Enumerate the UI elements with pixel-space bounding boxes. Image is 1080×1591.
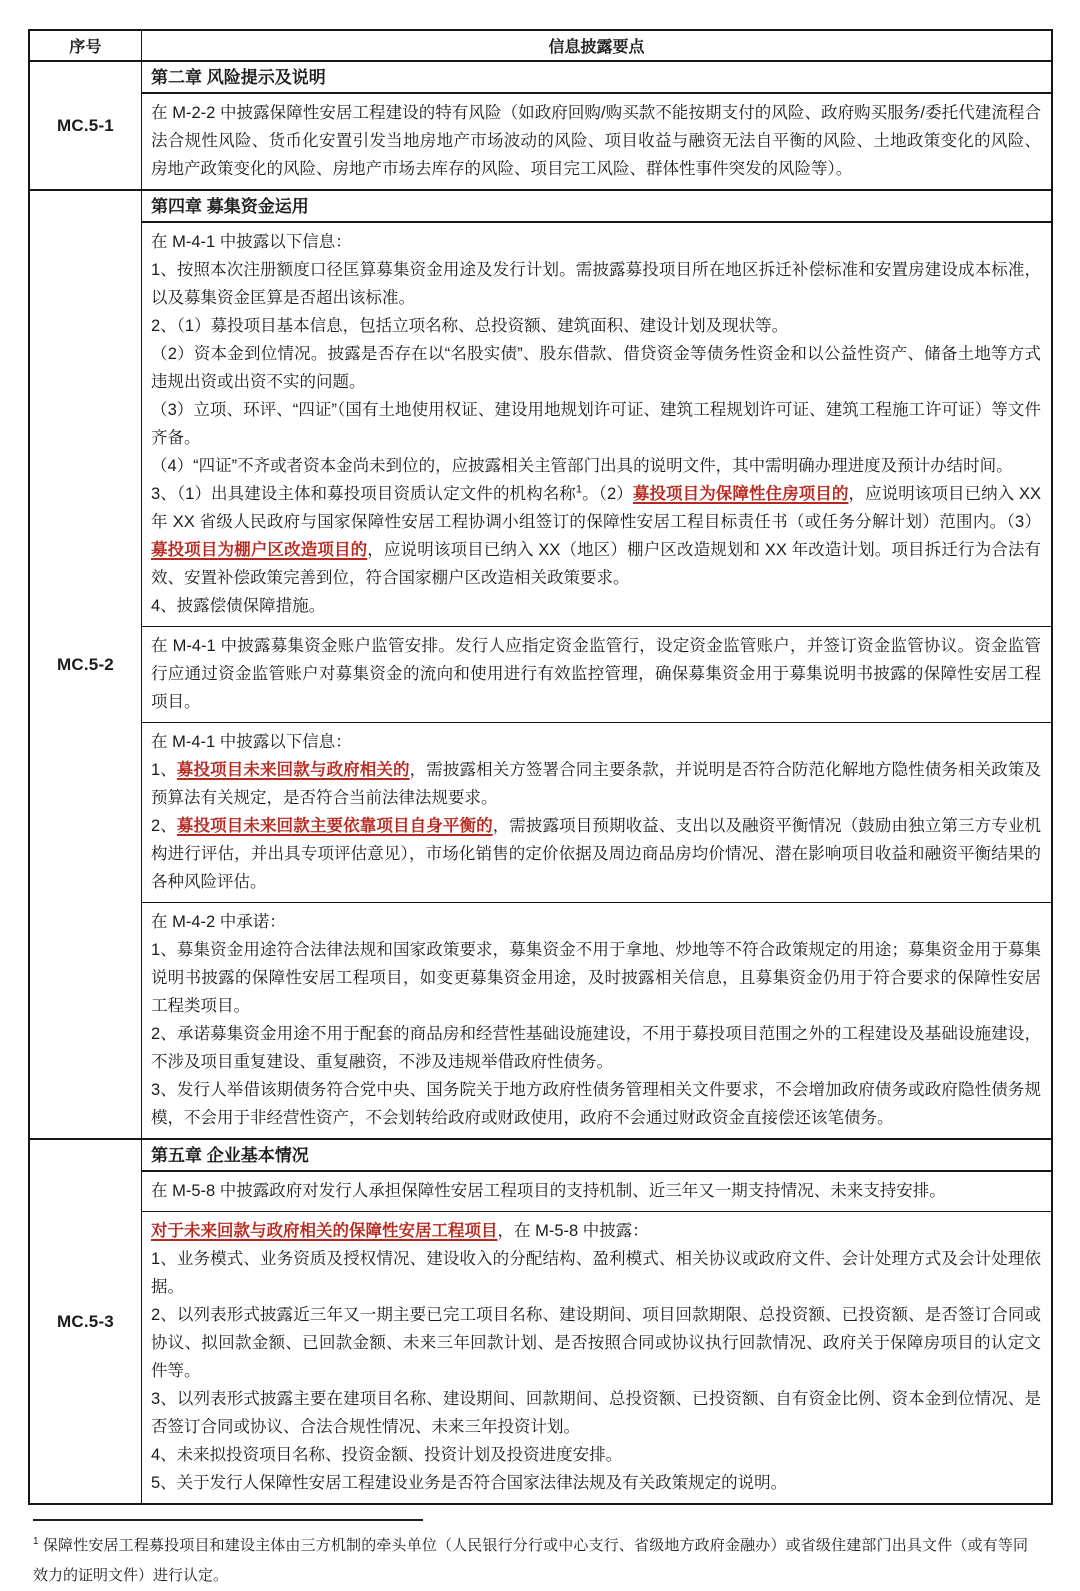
text-segment: 5、关于发行人保障性安居工程建设业务是否符合国家法律法规及有关政策规定的说明。 <box>151 1474 788 1492</box>
header-seq-label: 序号 <box>30 31 142 60</box>
footnote-body: 保障性安居工程募投项目和建设主体由三方机制的牵头单位（人民银行分行或中心支行、省级地方政府金融办）或省级住建部门出具文件（或有等同效力的证明文件）进行认定。 <box>33 1537 1028 1584</box>
red-emphasis: 对于未来回款与政府相关的保障性安居工程项目 <box>151 1222 498 1240</box>
paragraph <box>151 632 1041 716</box>
red-emphasis: 募投项目为保障性住房项目的 <box>632 485 849 503</box>
text-segment: （4）“四证”不齐或者资本金尚未到位的，应披露相关主管部门出具的说明文件，其中需明确办理进度及预计办结时间。 <box>151 457 1013 475</box>
disclosure-cell <box>142 94 1051 189</box>
paragraph <box>151 452 1041 480</box>
red-emphasis: 募投项目未来回款与政府相关的 <box>176 761 410 779</box>
chapter-heading: 第二章 风险提示及说明 <box>142 62 1051 94</box>
text-segment: ，在 M-5-8 中披露： <box>497 1222 649 1240</box>
text-segment: 2、承诺募集资金用途不用于配套的商品房和经营性基础设施建设，不用于募投项目范围之外的工程建设及基础设施建设，不涉及项目重复建设、重复融资，不涉及违规举借政府性债务。 <box>151 1025 1041 1071</box>
text-segment: 3、以列表形式披露主要在建项目名称、建设期间、回款期间、总投资额、已投资额、自有资金比例、资本金到位情况、是否签订合同或协议、合法合规性情况、未来三年投资计划。 <box>151 1390 1041 1436</box>
text-segment: 3、（1）出具建设主体和募投项目资质认定文件的机构名称 <box>151 485 576 503</box>
paragraph <box>151 1217 1041 1245</box>
paragraph <box>151 1020 1041 1076</box>
row-content <box>142 62 1051 189</box>
text-segment: 1、 <box>151 761 177 779</box>
disclosure-cell <box>142 223 1051 626</box>
paragraph <box>151 99 1041 183</box>
text-segment: 2、以列表形式披露近三年又一期主要已完工项目名称、建设期间、项目回款期限、总投资额、已投资额、是否签订合同或协议、拟回款金额、已回款金额、未来三年回款计划、是否按照合同或协议执行回款情况、政府关于保障房项目的认定文件等。 <box>151 1306 1041 1380</box>
disclosure-table <box>28 29 1053 1505</box>
header-points-label: 信息披露要点 <box>548 39 645 56</box>
row-content <box>142 1140 1051 1503</box>
text-segment: 。（2） <box>582 485 633 503</box>
text-segment: 4、披露偿债保障措施。 <box>151 597 326 615</box>
text-segment: 2、 <box>151 817 177 835</box>
text-segment: ，应说明该项目已纳入 XX（地区）棚户区改造规划和 XX 年改造计划。项目拆迁行为合法有效、安置补偿政策完善到位，符合国家棚户区改造相关政策要求。 <box>151 541 1042 587</box>
paragraph <box>151 480 1041 592</box>
paragraph <box>151 312 1041 340</box>
text-segment: 在 M-4-2 中承诺： <box>151 913 286 931</box>
table-header-row <box>30 31 1051 60</box>
text-segment: 在 M-4-1 中披露以下信息： <box>151 233 352 251</box>
text-segment: 1、募集资金用途符合法律法规和国家政策要求，募集资金不用于拿地、炒地等不符合政策规定的用途；募集资金用于募集说明书披露的保障性安居工程项目，如变更募集资金用途，及时披露相关信息，且募集资金仍用于符合要求的保障性安居工程类项目。 <box>151 941 1041 1015</box>
text-segment: 在 M-4-1 中披露募集资金账户监管安排。发行人应指定资金监管行，设定资金监管账户，并签订资金监管协议。资金监管行应通过资金监管账户对募集资金的流向和使用进行有效监控管理，确保募集资金用于募集说明书披露的保障性安居工程项目。 <box>151 637 1041 711</box>
footnote-text <box>28 1531 1053 1591</box>
footnote-divider <box>33 1519 423 1521</box>
paragraph <box>151 812 1041 896</box>
chapter-heading: 第四章 募集资金运用 <box>142 191 1051 223</box>
paragraph <box>151 396 1041 452</box>
text-segment: 1、按照本次注册额度口径匡算募集资金用途及发行计划。需披露募投项目所在地区拆迁补偿标准和安置房建设成本标准，以及募集资金匡算是否超出该标准。 <box>151 261 1041 307</box>
text-segment: 在 M-4-1 中披露以下信息： <box>151 733 352 751</box>
row-id-cell: MC.5-3 <box>30 1140 142 1503</box>
text-segment: 在 M-2-2 中披露保障性安居工程建设的特有风险（如政府回购/购买款不能按期支付的风险、政府购买服务/委托代建流程合法合规性风险、货币化安置引发当地房地产市场波动的风险、项目收益与融资无法自平衡的风险、土地政策变化的风险、房地产政策变化的风险、房地产市场去库存的风险、项目完工风险、群体性事件突发的风险等）。 <box>151 104 1041 178</box>
disclosure-cell <box>142 722 1051 902</box>
red-emphasis: 募投项目为棚户区改造项目的 <box>151 541 368 559</box>
text-segment: （3）立项、环评、“四证”（国有土地使用权证、建设用地规划许可证、建筑工程规划许可证、建筑工程施工许可证）等文件齐备。 <box>151 401 1041 447</box>
paragraph <box>151 728 1041 756</box>
row-id-cell: MC.5-1 <box>30 62 142 189</box>
paragraph <box>151 228 1041 256</box>
table-row <box>30 1138 1051 1503</box>
paragraph <box>151 1076 1041 1132</box>
row-id-cell: MC.5-2 <box>30 191 142 1138</box>
paragraph <box>151 1245 1041 1301</box>
paragraph <box>151 908 1041 936</box>
text-segment: 4、未来拟投资项目名称、投资金额、投资计划及投资进度安排。 <box>151 1446 623 1464</box>
paragraph <box>151 1177 1041 1205</box>
paragraph <box>151 340 1041 396</box>
text-segment: 1、业务模式、业务资质及授权情况、建设收入的分配结构、盈利模式、相关协议或政府文件、会计处理方式及会计处理依据。 <box>151 1250 1041 1296</box>
chapter-heading: 第五章 企业基本情况 <box>142 1140 1051 1172</box>
table-row <box>30 60 1051 189</box>
text-segment: 在 M-5-8 中披露政府对发行人承担保障性安居工程项目的支持机制、近三年又一期支持情况、未来支持安排。 <box>151 1182 946 1200</box>
table-row <box>30 189 1051 1138</box>
paragraph <box>151 936 1041 1020</box>
disclosure-cell <box>142 902 1051 1138</box>
text-segment: 2、（1）募投项目基本信息，包括立项名称、总投资额、建筑面积、建设计划及现状等。 <box>151 317 789 335</box>
paragraph <box>151 1385 1041 1441</box>
text-segment: ，需披露相关方签署合同主要条款，并说明是否符合防范化解地方隐性债务相关政策及预算法有关规定，是否符合当前法律法规要求。 <box>151 761 1042 807</box>
footnote-ref: 1 <box>575 483 583 496</box>
footnote-area <box>28 1519 1053 1591</box>
disclosure-cell <box>142 1172 1051 1211</box>
paragraph <box>151 1301 1041 1385</box>
footnote-marker: 1 <box>33 1536 39 1547</box>
text-segment: ，需披露项目预期收益、支出以及融资平衡情况（鼓励由独立第三方专业机构进行评估，并出具专项评估意见），市场化销售的定价依据及周边商品房均价情况、潜在影响项目收益和融资平衡结果的各种风险评估。 <box>151 817 1041 891</box>
paragraph <box>151 1469 1041 1497</box>
paragraph <box>151 256 1041 312</box>
disclosure-cell <box>142 1211 1051 1503</box>
paragraph <box>151 756 1041 812</box>
red-emphasis: 募投项目未来回款主要依靠项目自身平衡的 <box>176 817 493 835</box>
text-segment: ，应说明该项目已纳入 XX 年 XX 省级人民政府与国家保障性安居工程协调小组签订的保障性安居工程目标责任书（或任务分解计划）范围内。（3） <box>151 485 1042 531</box>
paragraph <box>151 592 1041 620</box>
row-content <box>142 191 1051 1138</box>
text-segment: 3、发行人举借该期债务符合党中央、国务院关于地方政府性债务管理相关文件要求，不会增加政府债务或政府隐性债务规模，不会用于非经营性资产，不会划转给政府或财政使用，政府不会通过财政资金直接偿还该笔债务。 <box>151 1081 1041 1127</box>
text-segment: （2）资本金到位情况。披露是否存在以“名股实债”、股东借款、借贷资金等债务性资金和以公益性资产、储备土地等方式违规出资或出资不实的问题。 <box>151 345 1041 391</box>
paragraph <box>151 1441 1041 1469</box>
disclosure-cell <box>142 626 1051 722</box>
